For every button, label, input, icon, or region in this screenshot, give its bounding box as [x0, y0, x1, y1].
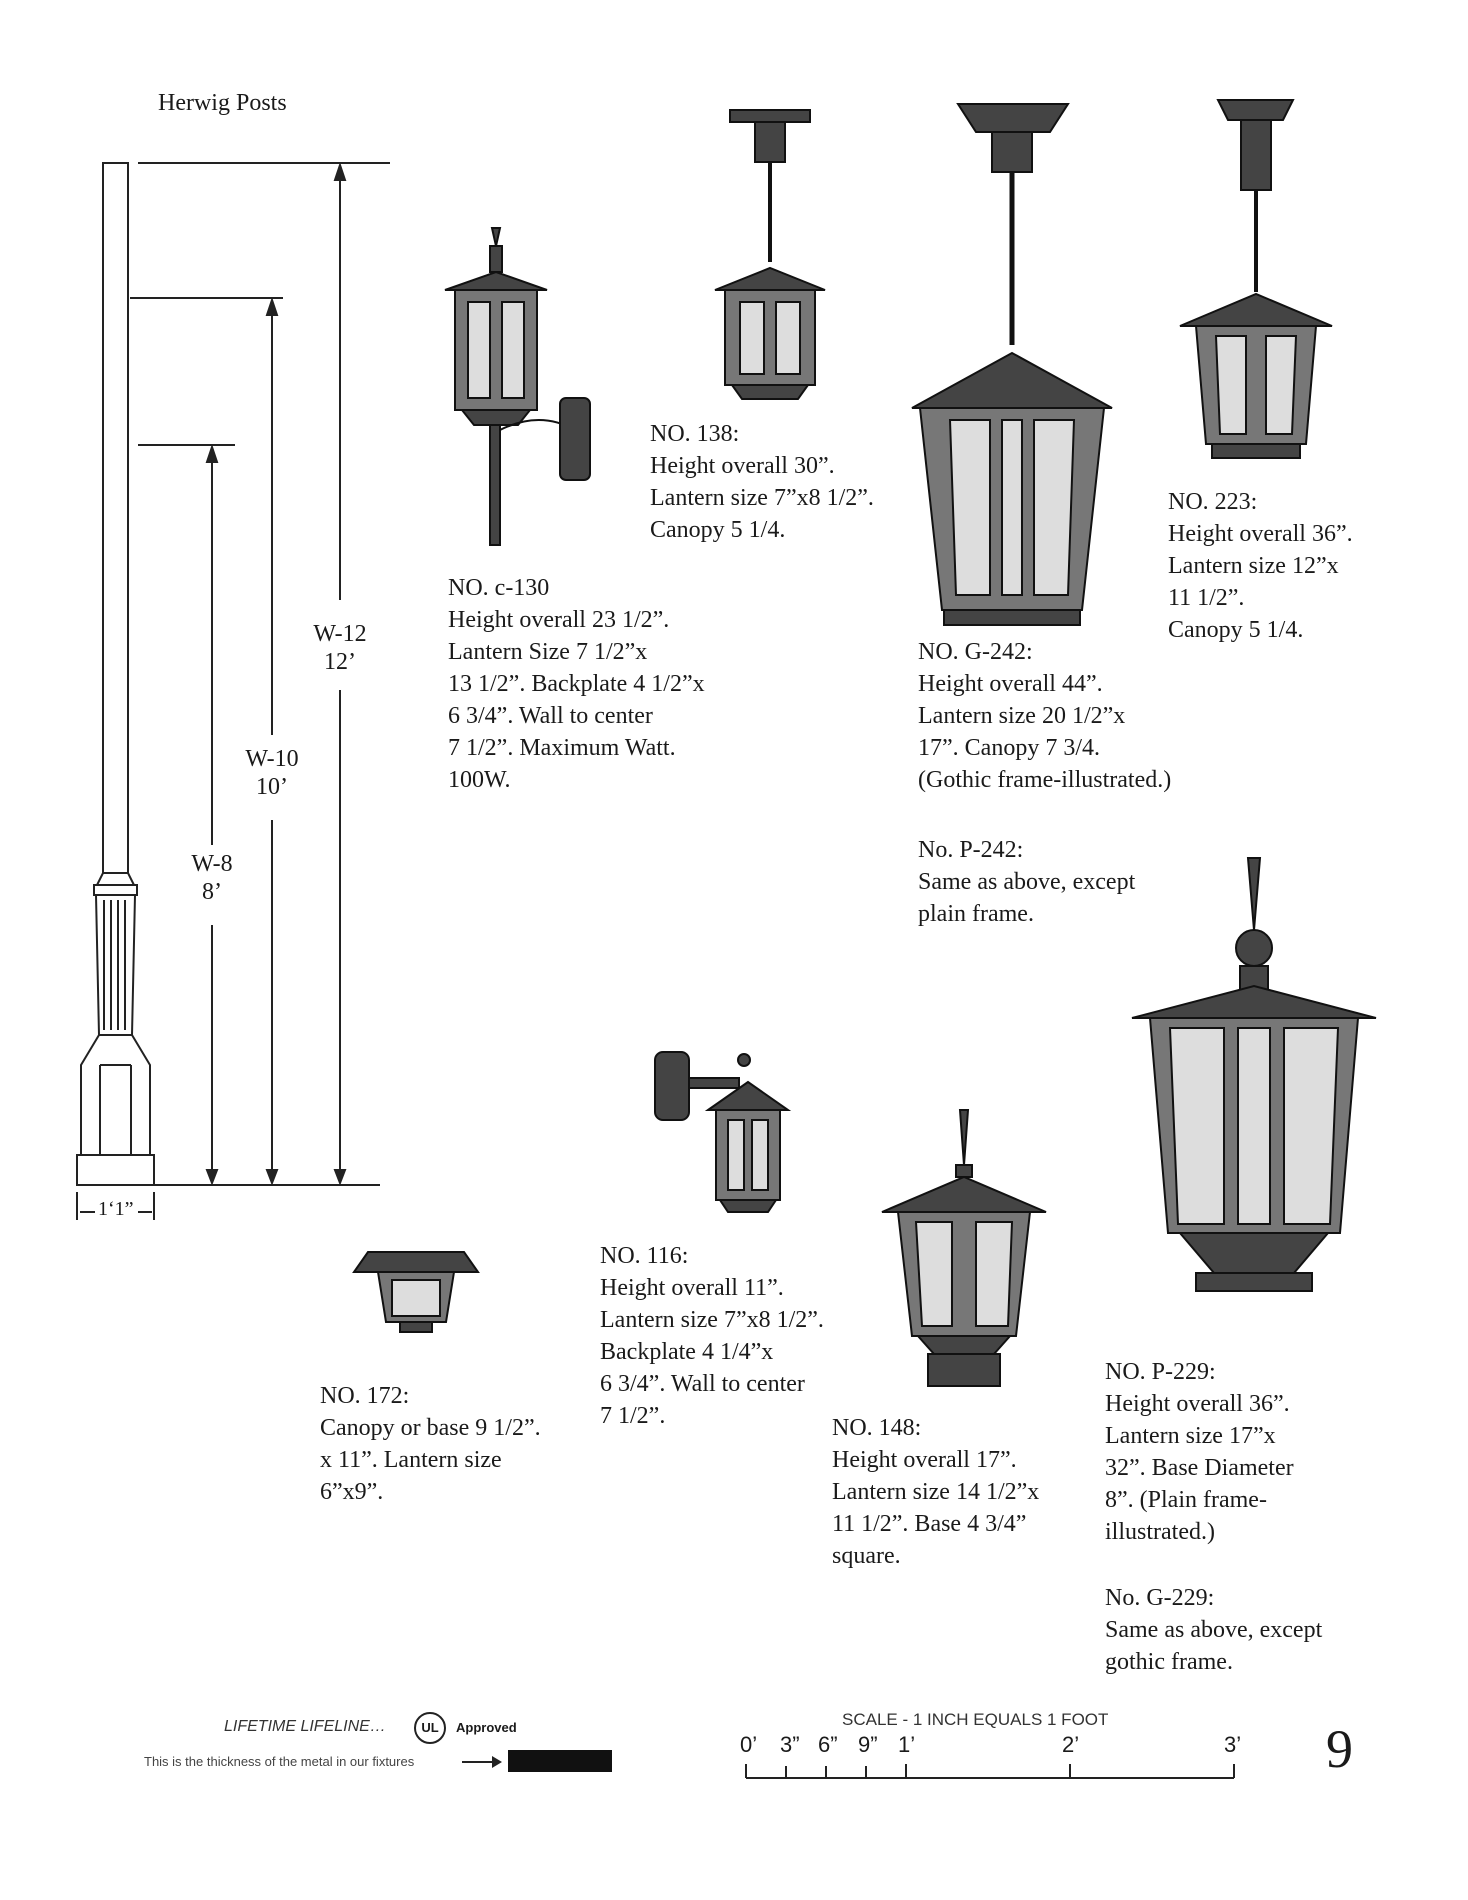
scale-title: SCALE - 1 INCH EQUALS 1 FOOT [842, 1710, 1109, 1729]
scale-tick-3in: 3” [780, 1732, 800, 1757]
fixture-c130-description: NO. c-130 Height overall 23 1/2”. Lantern Size 7 1/2”x 13 1/2”. Backplate 4 1/2”x 6 3/4”. Wall to center 7 1/2”. Maximum Watt. 100W. [448, 575, 705, 793]
post-w8-label: W-8 8’ [191, 851, 233, 905]
post-w12-label: W-12 12’ [313, 621, 367, 675]
fixture-223-description: NO. 223: Height overall 36”. Lantern size 12”x 11 1/2”. Canopy 5 1/4. [1168, 489, 1353, 643]
fixture-138-description: NO. 138: Height overall 30”. Lantern size 7”x8 1/2”. Canopy 5 1/4. [650, 421, 874, 543]
fixture-p229-description: NO. P-229: Height overall 36”. Lantern size 17”x 32”. Base Diameter 8”. (Plain frame- illustrated.) [1105, 1359, 1294, 1545]
fixture-p242-description: No. P-242: Same as above, except plain frame. [918, 837, 1136, 927]
lifetime-lifeline-text: LIFETIME LIFELINE… [224, 1718, 386, 1735]
fixture-148-description: NO. 148: Height overall 17”. Lantern size 14 1/2”x 11 1/2”. Base 4 3/4” square. [832, 1415, 1040, 1569]
post-w10-label: W-10 10’ [245, 746, 299, 800]
scale-tick-2ft: 2’ [1062, 1732, 1080, 1757]
fixture-g229-description: No. G-229: Same as above, except gothic frame. [1105, 1585, 1323, 1675]
page-number: 9 [1326, 1719, 1353, 1779]
fixture-116-description: NO. 116: Height overall 11”. Lantern size 7”x8 1/2”. Backplate 4 1/4”x 6 3/4”. Wall to center 7 1/2”. [600, 1243, 824, 1429]
ul-approved-icon: UL [414, 1712, 446, 1744]
fixture-g242-description: NO. G-242: Height overall 44”. Lantern size 20 1/2”x 17”. Canopy 7 3/4. (Gothic frame-illustrated.) [918, 639, 1172, 793]
scale-tick-1ft: 1’ [898, 1732, 916, 1757]
fixture-172-description: NO. 172: Canopy or base 9 1/2”. x 11”. Lantern size 6”x9”. [320, 1383, 541, 1505]
metal-thickness-note: This is the thickness of the metal in our fixtures [144, 1754, 415, 1769]
approved-label: Approved [456, 1720, 517, 1735]
scale-tick-9in: 9” [858, 1732, 878, 1757]
scale-tick-0ft: 0’ [740, 1732, 758, 1757]
scale-tick-6in: 6” [818, 1732, 838, 1757]
page-heading: Herwig Posts [158, 90, 287, 116]
scale-tick-3ft: 3’ [1224, 1732, 1242, 1757]
post-base-width-label: 1‘1” [98, 1198, 134, 1220]
